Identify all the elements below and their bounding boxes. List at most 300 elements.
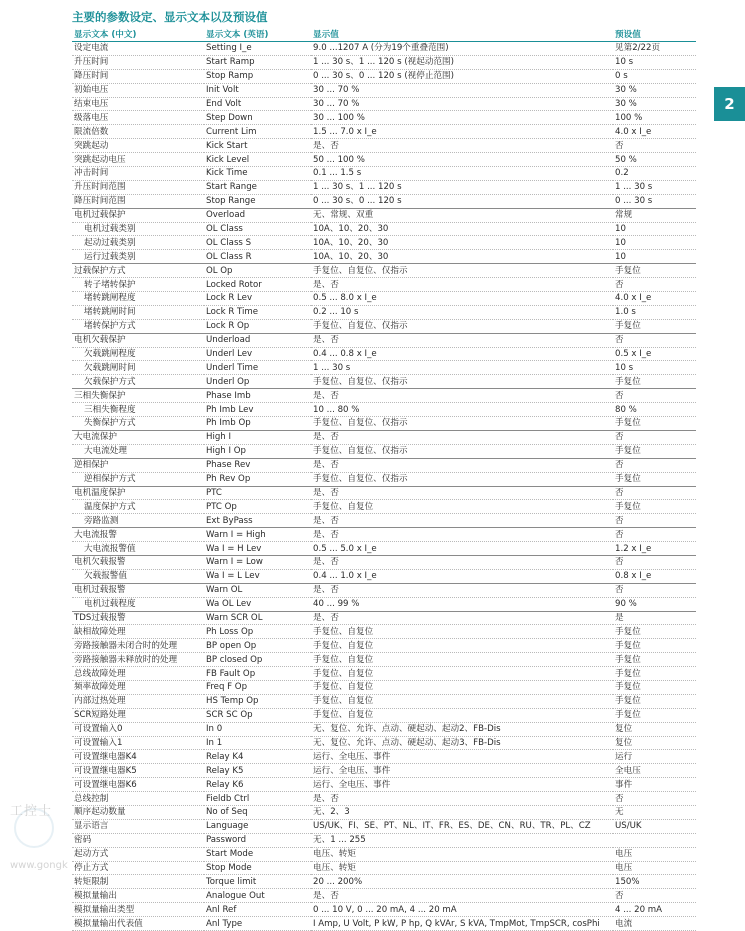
table-row [72, 819, 696, 833]
param-default: 手复位 [613, 444, 696, 458]
param-name-cn: 突跳起动 [72, 139, 204, 153]
param-value-range: 0.2 ... 10 s [311, 305, 613, 319]
param-value-range: 40 ... 99 % [311, 597, 613, 611]
table-row [72, 722, 696, 736]
param-name-en: HS Temp Op [204, 694, 311, 708]
param-name-cn: 模拟量输出类型 [72, 903, 204, 917]
table-row [72, 542, 696, 556]
param-default: 10 [613, 222, 696, 236]
param-name-en: Relay K6 [204, 778, 311, 792]
param-value-range: 1.5 ... 7.0 x I_e [311, 125, 613, 139]
table-row [72, 625, 696, 639]
table-row [72, 861, 696, 875]
table-row [72, 444, 696, 458]
param-name-en: Wa I = H Lev [204, 542, 311, 556]
param-default: 否 [613, 514, 696, 528]
param-value-range: 1 ... 30 s、1 ... 120 s [311, 180, 613, 194]
table-row [72, 611, 696, 625]
param-value-range: 是、否 [311, 514, 613, 528]
param-name-en: Wa I = L Lev [204, 569, 311, 583]
param-default: 否 [613, 278, 696, 292]
param-default: 电流 [613, 917, 696, 931]
header-en: 显示文本 (英语) [204, 29, 311, 42]
param-name-cn: 模拟量输出 [72, 889, 204, 903]
param-name-cn: 欠载报警值 [72, 569, 204, 583]
param-name-en: Start Mode [204, 847, 311, 861]
param-value-range: 是、否 [311, 389, 613, 403]
param-value-range: 手复位、自复位、仅指示 [311, 444, 613, 458]
param-default: 4.0 x I_e [613, 125, 696, 139]
param-value-range: 是、否 [311, 792, 613, 806]
param-name-en: In 1 [204, 736, 311, 750]
param-default: 0 s [613, 69, 696, 83]
param-name-cn: 电机过载类别 [72, 222, 204, 236]
table-row [72, 361, 696, 375]
table-row [72, 125, 696, 139]
table-row [72, 236, 696, 250]
param-name-cn: 限流倍数 [72, 125, 204, 139]
param-name-en: Warn I = Low [204, 555, 311, 569]
table-header-row [72, 29, 696, 42]
param-name-cn: 可设置输入1 [72, 736, 204, 750]
param-name-cn: 运行过载类别 [72, 250, 204, 264]
param-name-en: Relay K4 [204, 750, 311, 764]
param-name-cn: 起动方式 [72, 847, 204, 861]
param-value-range: I Amp, U Volt, P kW, P hp, Q kVAr, S kVA, TmpMot, TmpSCR, cosPhi [311, 917, 613, 931]
param-value-range: 运行、全电压、事件 [311, 764, 613, 778]
param-default: 90 % [613, 597, 696, 611]
param-default: 手复位 [613, 639, 696, 653]
param-default: 30 % [613, 97, 696, 111]
param-name-en: Init Volt [204, 83, 311, 97]
param-default: 1.2 x I_e [613, 542, 696, 556]
param-default: 是 [613, 611, 696, 625]
table-row [72, 305, 696, 319]
param-name-cn: 过载保护方式 [72, 264, 204, 278]
param-value-range: 手复位、自复位 [311, 667, 613, 681]
param-default: 否 [613, 889, 696, 903]
param-default: 10 [613, 236, 696, 250]
param-name-en: Fieldb Ctrl [204, 792, 311, 806]
param-name-en: Underl Lev [204, 347, 311, 361]
param-default: 电压 [613, 861, 696, 875]
table-row [72, 500, 696, 514]
param-value-range: 0.1 ... 1.5 s [311, 167, 613, 181]
table-row [72, 639, 696, 653]
param-default: 0.8 x I_e [613, 569, 696, 583]
table-row [72, 667, 696, 681]
table-row [72, 680, 696, 694]
param-default: 否 [613, 583, 696, 597]
table-row [72, 194, 696, 208]
table-row [72, 389, 696, 403]
param-name-cn: 级落电压 [72, 111, 204, 125]
table-row [72, 583, 696, 597]
param-name-en: Kick Start [204, 139, 311, 153]
param-name-cn: 可设置继电器K6 [72, 778, 204, 792]
param-name-cn: 停止方式 [72, 861, 204, 875]
param-name-en: Relay K5 [204, 764, 311, 778]
param-value-range: 是、否 [311, 555, 613, 569]
param-default: 0.5 x I_e [613, 347, 696, 361]
param-name-en: Password [204, 833, 311, 847]
param-value-range: 是、否 [311, 583, 613, 597]
param-name-cn: 旁路监测 [72, 514, 204, 528]
param-value-range: US/UK、FI、SE、PT、NL、IT、FR、ES、DE、CN、RU、TR、PL、CZ [311, 819, 613, 833]
param-name-cn: 模拟量输出代表值 [72, 917, 204, 931]
table-row [72, 375, 696, 389]
param-value-range: 9.0 ...1207 A (分为19个重叠范围) [311, 42, 613, 56]
param-name-cn: 转矩限制 [72, 875, 204, 889]
param-name-en: Step Down [204, 111, 311, 125]
param-name-cn: 旁路接触器未闭合时的处理 [72, 639, 204, 653]
param-name-en: BP closed Op [204, 653, 311, 667]
table-row [72, 83, 696, 97]
param-default: 手复位 [613, 417, 696, 431]
param-name-cn: 显示语言 [72, 819, 204, 833]
param-default: 4 ... 20 mA [613, 903, 696, 917]
param-default: 0 ... 30 s [613, 194, 696, 208]
param-value-range: 是、否 [311, 333, 613, 347]
param-value-range: 是、否 [311, 430, 613, 444]
param-value-range: 是、否 [311, 611, 613, 625]
table-row [72, 417, 696, 431]
param-name-en: Warn SCR OL [204, 611, 311, 625]
param-value-range: 无、2、3 [311, 805, 613, 819]
table-row [72, 347, 696, 361]
param-name-cn: 堵转保护方式 [72, 319, 204, 333]
param-name-cn: 电机欠载保护 [72, 333, 204, 347]
param-name-en: Ph Rev Op [204, 472, 311, 486]
param-name-en: High I Op [204, 444, 311, 458]
param-value-range: 手复位、自复位、仅指示 [311, 472, 613, 486]
param-value-range: 电压、转矩 [311, 861, 613, 875]
param-name-en: PTC [204, 486, 311, 500]
table-row [72, 472, 696, 486]
param-value-range: 是、否 [311, 458, 613, 472]
param-value-range: 电压、转矩 [311, 847, 613, 861]
param-name-cn: 大电流报警值 [72, 542, 204, 556]
param-name-en: Underl Time [204, 361, 311, 375]
param-value-range: 是、否 [311, 528, 613, 542]
table-row [72, 111, 696, 125]
table-row [72, 805, 696, 819]
param-value-range: 无、复位、允许、点动、硬起动、起动3、FB-Dis [311, 736, 613, 750]
param-default: 80 % [613, 403, 696, 417]
param-name-en: PTC Op [204, 500, 311, 514]
param-name-en: Kick Time [204, 167, 311, 181]
table-row [72, 764, 696, 778]
param-name-cn: 逆相保护方式 [72, 472, 204, 486]
param-name-en: Warn OL [204, 583, 311, 597]
param-name-cn: 温度保护方式 [72, 500, 204, 514]
table-row [72, 430, 696, 444]
table-row [72, 139, 696, 153]
param-default: 复位 [613, 722, 696, 736]
param-value-range: 0.4 ... 1.0 x I_e [311, 569, 613, 583]
param-default: 运行 [613, 750, 696, 764]
table-row [72, 792, 696, 806]
param-default: 否 [613, 389, 696, 403]
chapter-tab[interactable]: 2 [714, 87, 745, 121]
table-row [72, 69, 696, 83]
param-name-cn: SCR短路处理 [72, 708, 204, 722]
param-value-range: 是、否 [311, 278, 613, 292]
table-row [72, 847, 696, 861]
param-value-range: 手复位、自复位 [311, 680, 613, 694]
param-name-cn: 电机过载报警 [72, 583, 204, 597]
param-value-range: 10A、10、20、30 [311, 250, 613, 264]
param-default [613, 833, 696, 847]
table-row [72, 569, 696, 583]
param-default: 4.0 x I_e [613, 292, 696, 306]
param-default: 10 [613, 250, 696, 264]
param-value-range: 手复位、自复位 [311, 708, 613, 722]
table-row [72, 333, 696, 347]
param-default: 见第2/22页 [613, 42, 696, 56]
param-name-cn: 初始电压 [72, 83, 204, 97]
param-name-cn: 起动过载类别 [72, 236, 204, 250]
param-name-en: Stop Range [204, 194, 311, 208]
param-value-range: 无、1 ... 255 [311, 833, 613, 847]
table-row [72, 458, 696, 472]
param-value-range: 是、否 [311, 889, 613, 903]
param-default: 否 [613, 792, 696, 806]
param-default: 30 % [613, 83, 696, 97]
param-name-cn: TDS过载报警 [72, 611, 204, 625]
table-row [72, 514, 696, 528]
param-value-range: 运行、全电压、事件 [311, 750, 613, 764]
table-row [72, 153, 696, 167]
param-name-cn: 密码 [72, 833, 204, 847]
table-row [72, 42, 696, 56]
table-row [72, 222, 696, 236]
param-default: 手复位 [613, 500, 696, 514]
table-row [72, 180, 696, 194]
param-name-en: Wa OL Lev [204, 597, 311, 611]
param-name-en: Torque limit [204, 875, 311, 889]
param-name-en: Lock R Lev [204, 292, 311, 306]
param-default: 150% [613, 875, 696, 889]
param-value-range: 手复位、自复位 [311, 653, 613, 667]
param-name-cn: 顺序起动数量 [72, 805, 204, 819]
param-value-range: 手复位、自复位、仅指示 [311, 375, 613, 389]
param-name-en: Underload [204, 333, 311, 347]
table-row [72, 264, 696, 278]
param-value-range: 1 ... 30 s [311, 361, 613, 375]
watermark-url: www.gongk [10, 860, 68, 871]
param-default: 1.0 s [613, 305, 696, 319]
param-name-en: Kick Level [204, 153, 311, 167]
param-name-en: Stop Mode [204, 861, 311, 875]
table-row [72, 750, 696, 764]
param-name-en: Lock R Time [204, 305, 311, 319]
param-name-cn: 内部过热处理 [72, 694, 204, 708]
param-name-en: Ph Imb Op [204, 417, 311, 431]
table-row [72, 403, 696, 417]
param-name-cn: 电机欠载报警 [72, 555, 204, 569]
param-value-range: 手复位、自复位 [311, 500, 613, 514]
param-name-cn: 频率故障处理 [72, 680, 204, 694]
table-row [72, 486, 696, 500]
param-name-cn: 设定电流 [72, 42, 204, 56]
table-row [72, 55, 696, 69]
header-value: 显示值 [311, 29, 613, 42]
param-name-cn: 结束电压 [72, 97, 204, 111]
param-value-range: 运行、全电压、事件 [311, 778, 613, 792]
param-name-cn: 突跳起动电压 [72, 153, 204, 167]
param-default: 1 ... 30 s [613, 180, 696, 194]
param-value-range: 30 ... 70 % [311, 83, 613, 97]
page-title: 主要的参数设定、显示文本以及预设值 [72, 10, 268, 24]
param-value-range: 手复位、自复位、仅指示 [311, 264, 613, 278]
param-name-en: Stop Ramp [204, 69, 311, 83]
param-value-range: 手复位、自复位、仅指示 [311, 319, 613, 333]
param-name-en: No of Seq [204, 805, 311, 819]
param-name-en: OL Class [204, 222, 311, 236]
param-default: 否 [613, 139, 696, 153]
param-name-en: Ext ByPass [204, 514, 311, 528]
param-name-cn: 可设置输入0 [72, 722, 204, 736]
header-cn: 显示文本 (中文) [72, 29, 204, 42]
param-name-en: Language [204, 819, 311, 833]
param-default: 电压 [613, 847, 696, 861]
param-default: 否 [613, 555, 696, 569]
table-row [72, 555, 696, 569]
param-default: 全电压 [613, 764, 696, 778]
param-value-range: 0.4 ... 0.8 x I_e [311, 347, 613, 361]
table-row [72, 903, 696, 917]
table-row [72, 708, 696, 722]
table-row [72, 736, 696, 750]
param-default: 无 [613, 805, 696, 819]
param-name-cn: 堵转跳闸时间 [72, 305, 204, 319]
param-value-range: 0.5 ... 8.0 x I_e [311, 292, 613, 306]
param-name-cn: 欠载保护方式 [72, 375, 204, 389]
param-default: 复位 [613, 736, 696, 750]
param-value-range: 无、复位、允许、点动、硬起动、起动2、FB-Dis [311, 722, 613, 736]
param-name-en: Start Range [204, 180, 311, 194]
param-default: 手复位 [613, 319, 696, 333]
param-default: 手复位 [613, 653, 696, 667]
param-default: 手复位 [613, 264, 696, 278]
param-name-en: End Volt [204, 97, 311, 111]
param-name-en: OL Class R [204, 250, 311, 264]
param-default: 否 [613, 458, 696, 472]
param-value-range: 手复位、自复位 [311, 625, 613, 639]
param-value-range: 10A、10、20、30 [311, 236, 613, 250]
table-row [72, 292, 696, 306]
param-name-cn: 升压时间范围 [72, 180, 204, 194]
param-name-cn: 缺相故障处理 [72, 625, 204, 639]
param-name-en: Start Ramp [204, 55, 311, 69]
param-default: 否 [613, 486, 696, 500]
table-row [72, 917, 696, 931]
param-value-range: 50 ... 100 % [311, 153, 613, 167]
param-name-en: Locked Rotor [204, 278, 311, 292]
param-name-en: SCR SC Op [204, 708, 311, 722]
param-value-range: 是、否 [311, 486, 613, 500]
param-name-en: Anl Ref [204, 903, 311, 917]
param-default: 手复位 [613, 667, 696, 681]
param-name-cn: 三相失衡程度 [72, 403, 204, 417]
param-name-en: Warn I = High [204, 528, 311, 542]
param-name-en: In 0 [204, 722, 311, 736]
param-default: 10 s [613, 55, 696, 69]
param-name-en: Current Lim [204, 125, 311, 139]
table-row [72, 889, 696, 903]
param-name-en: Overload [204, 208, 311, 222]
param-default: 否 [613, 528, 696, 542]
param-name-en: Ph Imb Lev [204, 403, 311, 417]
param-value-range: 20 ... 200% [311, 875, 613, 889]
param-name-cn: 降压时间 [72, 69, 204, 83]
parameter-table [72, 29, 696, 931]
table-row [72, 319, 696, 333]
param-default: 常规 [613, 208, 696, 222]
param-value-range: 0 ... 10 V, 0 ... 20 mA, 4 ... 20 mA [311, 903, 613, 917]
param-name-cn: 总线故障处理 [72, 667, 204, 681]
param-name-en: Lock R Op [204, 319, 311, 333]
param-name-en: Phase Rev [204, 458, 311, 472]
table-row [72, 528, 696, 542]
param-value-range: 10 ... 80 % [311, 403, 613, 417]
param-name-cn: 可设置继电器K5 [72, 764, 204, 778]
param-name-en: Analogue Out [204, 889, 311, 903]
param-name-cn: 逆相保护 [72, 458, 204, 472]
param-name-cn: 降压时间范围 [72, 194, 204, 208]
param-name-cn: 电机温度保护 [72, 486, 204, 500]
param-default: 50 % [613, 153, 696, 167]
param-name-cn: 堵转跳闸程度 [72, 292, 204, 306]
param-name-cn: 转子堵转保护 [72, 278, 204, 292]
header-default: 预设值 [613, 29, 696, 42]
table-row [72, 250, 696, 264]
param-name-cn: 电机过载保护 [72, 208, 204, 222]
param-default: 10 s [613, 361, 696, 375]
param-name-cn: 欠载跳闸程度 [72, 347, 204, 361]
param-name-cn: 升压时间 [72, 55, 204, 69]
param-name-en: OL Class S [204, 236, 311, 250]
param-default: 手复位 [613, 708, 696, 722]
param-default: 0.2 [613, 167, 696, 181]
param-value-range: 手复位、自复位 [311, 639, 613, 653]
param-name-cn: 旁路接触器未释放时的处理 [72, 653, 204, 667]
param-value-range: 0 ... 30 s、0 ... 120 s (视停止范围) [311, 69, 613, 83]
param-name-en: OL Op [204, 264, 311, 278]
param-default: 手复位 [613, 375, 696, 389]
param-name-cn: 大电流保护 [72, 430, 204, 444]
table-row [72, 97, 696, 111]
param-default: 100 % [613, 111, 696, 125]
param-value-range: 手复位、自复位 [311, 694, 613, 708]
param-name-en: BP open Op [204, 639, 311, 653]
param-value-range: 无、常规、双重 [311, 208, 613, 222]
param-value-range: 0 ... 30 s、0 ... 120 s [311, 194, 613, 208]
param-name-cn: 欠载跳闸时间 [72, 361, 204, 375]
table-row [72, 694, 696, 708]
param-name-en: Phase Imb [204, 389, 311, 403]
param-name-cn: 失衡保护方式 [72, 417, 204, 431]
param-name-cn: 大电流报警 [72, 528, 204, 542]
table-row [72, 653, 696, 667]
param-name-cn: 总线控制 [72, 792, 204, 806]
param-value-range: 1 ... 30 s、1 ... 120 s (视起动范围) [311, 55, 613, 69]
param-default: 否 [613, 430, 696, 444]
param-default: 事件 [613, 778, 696, 792]
param-value-range: 30 ... 70 % [311, 97, 613, 111]
param-value-range: 0.5 ... 5.0 x I_e [311, 542, 613, 556]
